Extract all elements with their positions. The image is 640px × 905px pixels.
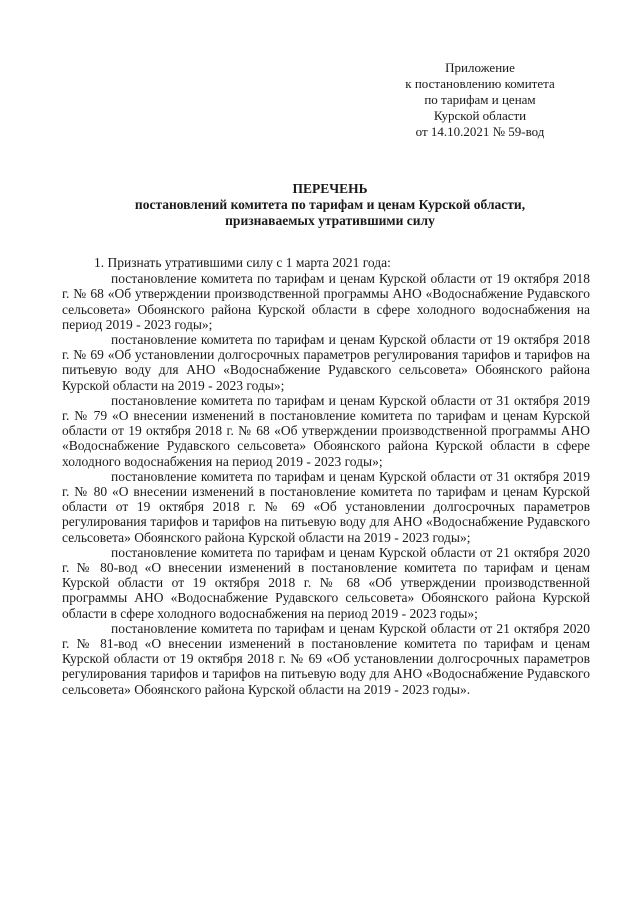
paragraph-1: постановление комитета по тарифам и ценам Курской области от 19 октября 2018 г. № 68 «Об утверждении производственной программы АНО «Водоснабжение Рудавского сельсовета» Обоянского района Курской области в сфере холодного водоснабжения на период 2019 - 2023 годы»; — [62, 271, 590, 332]
appendix-line-2: к постановлению комитета — [405, 76, 555, 91]
document-title — [60, 181, 600, 229]
appendix-line-1: Приложение — [445, 60, 515, 75]
paragraph-6: постановление комитета по тарифам и ценам Курской области от 21 октября 2020 г. № 81-вод «О внесении изменений в постановление комитета по тарифам и ценам Курской области от 19 октября 2018 г. № 69 «Об установлении долгосрочных параметров регулирования тарифов и тарифов на питьевую воду для АНО «Водоснабжение Рудавского сельсовета» Обоянского района Курской области на 2019 - 2023 годы». — [62, 620, 590, 697]
paragraph-2: постановление комитета по тарифам и ценам Курской области от 19 октября 2018 г. № 69 «Об установлении долгосрочных параметров регулирования тарифов и тарифов на питьевую воду для АНО «Водоснабжение Рудавского сельсовета» Обоянского района Курской области на 2019 - 2023 годы»; — [62, 332, 590, 393]
appendix-line-5: от 14.10.2021 № 59-вод — [415, 124, 545, 139]
paragraph-4: постановление комитета по тарифам и ценам Курской области от 31 октября 2019 г. № 80 «О внесении изменений в постановление комитета по тарифам и ценам Курской области от 19 октября 2018 г. № 69 «Об установлении долгосрочных параметров регулирования тарифов и тарифов на питьевую воду для АНО «Водоснабжение Рудавского сельсовета» Обоянского района Курской области на 2019 - 2023 годы»; — [62, 468, 590, 545]
appendix-block — [380, 60, 580, 140]
title-line-1: постановлений комитета по тарифам и ценам Курской области, — [134, 197, 526, 212]
appendix-line-4: Курской области — [433, 108, 527, 123]
list-item-1: 1. Признать утратившими силу с 1 марта 2021 года: — [94, 255, 391, 270]
title-line-2: признаваемых утратившими силу — [225, 213, 435, 228]
appendix-line-3: по тарифам и ценам — [424, 92, 536, 107]
paragraph-3: постановление комитета по тарифам и ценам Курской области от 31 октября 2019 г. № 79 «О внесении изменений в постановление комитета по тарифам и ценам Курской области от 19 октября 2018 г. № 68 «Об утверждении производственной программы АНО «Водоснабжение Рудавского сельсовета» Обоянского района Курской области в сфере холодного водоснабжения на период 2019 - 2023 годы»; — [62, 392, 590, 469]
paragraph-5: постановление комитета по тарифам и ценам Курской области от 21 октября 2020 г. № 80-вод «О внесении изменений в постановление комитета по тарифам и ценам Курской области от 19 октября 2018 г. № 68 «Об утверждении производственной программы АНО «Водоснабжение Рудавского сельсовета» Обоянского района Курской области в сфере холодного водоснабжения на период 2019 - 2023 годы»; — [62, 544, 590, 621]
document-body — [62, 255, 590, 697]
title-heading: ПЕРЕЧЕНЬ — [292, 181, 368, 196]
